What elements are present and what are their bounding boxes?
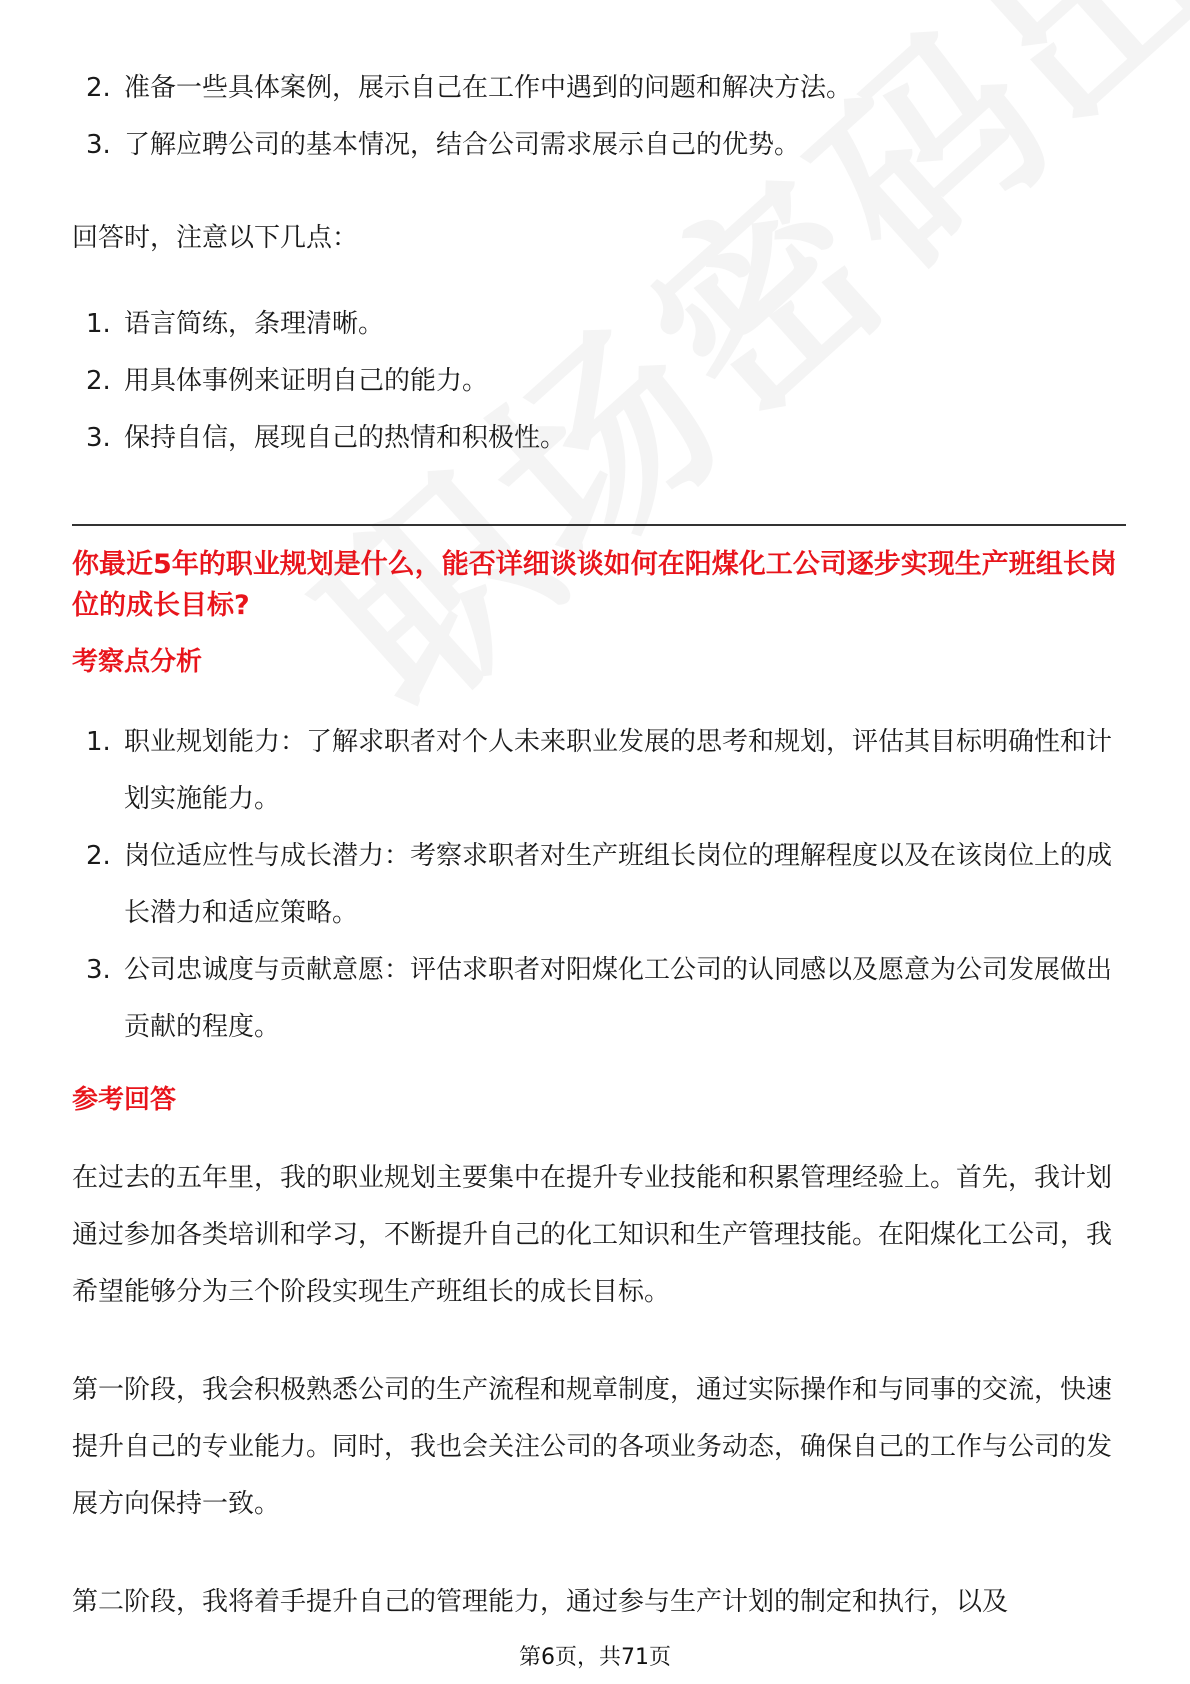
list-text: 了解应聘公司的基本情况，结合公司需求展示自己的优势。 (124, 130, 801, 160)
section-divider (72, 524, 1126, 526)
answer-title: 参考回答 (72, 1085, 177, 1115)
prep-list (72, 60, 1122, 174)
list-text: 公司忠诚度与贡献意愿：评估求职者对阳煤化工公司的认同感以及愿意为公司发展做出贡献的程度。 (124, 955, 1113, 1042)
list-number: 3. (86, 955, 111, 985)
analysis-title: 考察点分析 (72, 647, 203, 677)
list-number: 3. (86, 423, 111, 453)
answer-paragraph: 在过去的五年里，我的职业规划主要集中在提升专业技能和积累管理经验上。首先，我计划通过参加各类培训和学习，不断提升自己的化工知识和生产管理技能。在阳煤化工公司，我希望能够分为三个阶段实现生产班组长的成长目标。 (72, 1163, 1113, 1307)
list-text: 准备一些具体案例，展示自己在工作中遇到的问题和解决方法。 (124, 73, 853, 103)
list-text: 岗位适应性与成长潜力：考察求职者对生产班组长岗位的理解程度以及在该岗位上的成长潜力和适应策略。 (124, 841, 1113, 928)
list-text: 语言简练，条理清晰。 (124, 309, 385, 339)
notes-intro: 回答时，注意以下几点： (72, 223, 359, 253)
list-text: 保持自信，展现自己的热情和积极性。 (124, 423, 567, 453)
list-number: 1. (86, 727, 111, 757)
list-number: 2. (86, 366, 111, 396)
question-heading: 你最近5年的职业规划是什么，能否详细谈谈如何在阳煤化工公司逐步实现生产班组长岗位的成长目标? (72, 549, 1117, 621)
list-item (72, 353, 1122, 410)
list-item (72, 410, 1122, 467)
list-number: 3. (86, 130, 111, 160)
list-number: 2. (86, 73, 111, 103)
list-item (72, 117, 1122, 174)
notes-list (72, 296, 1122, 467)
answer-paragraph: 第一阶段，我会积极熟悉公司的生产流程和规章制度，通过实际操作和与同事的交流，快速提升自己的专业能力。同时，我也会关注公司的各项业务动态，确保自己的工作与公司的发展方向保持一致。 (72, 1375, 1113, 1519)
list-number: 2. (86, 841, 111, 871)
list-number: 1. (86, 309, 111, 339)
answer-paragraph: 第二阶段，我将着手提升自己的管理能力，通过参与生产计划的制定和执行，以及 (72, 1587, 1009, 1617)
list-item (72, 942, 1122, 1056)
analysis-list (72, 714, 1122, 1056)
list-item (72, 296, 1122, 353)
list-text: 用具体事例来证明自己的能力。 (124, 366, 489, 396)
list-item (72, 828, 1122, 942)
list-item (72, 60, 1122, 117)
list-text: 职业规划能力：了解求职者对个人未来职业发展的思考和规划，评估其目标明确性和计划实施能力。 (124, 727, 1113, 814)
list-item (72, 714, 1122, 828)
page-footer: 第6页，共71页 (519, 1645, 671, 1670)
